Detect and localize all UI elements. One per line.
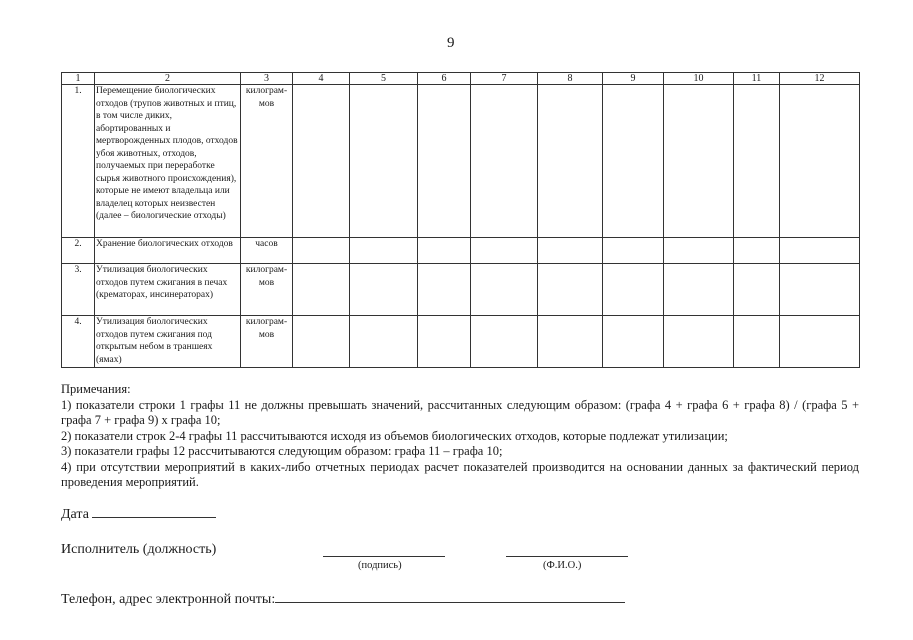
- column-header: 4: [293, 73, 350, 85]
- table-cell: [538, 238, 603, 264]
- note-item: 4) при отсутствии мероприятий в каких-либо отчетных периодах расчет показателей производится на основании данных за фактический период проведения мероприятий.: [61, 459, 859, 489]
- row-unit: часов: [241, 238, 293, 264]
- table-cell: [603, 85, 664, 238]
- table-cell: [664, 316, 734, 368]
- page-number: 9: [447, 35, 455, 51]
- table-cell: [664, 85, 734, 238]
- table-cell: [734, 238, 780, 264]
- row-number: 4.: [62, 316, 95, 368]
- row-unit: килограм-мов: [241, 85, 293, 238]
- table-cell: [538, 316, 603, 368]
- table-cell: [418, 316, 471, 368]
- row-description: Перемещение биологических отходов (трупов животных и птиц, в том числе диких, абортированных и мертворожденных плодов, отходов убоя животных, отходов, получаемых при переработке сырья животного происхождения), которые не имеют владельца или владелец которых неизвестен (далее – биологические отходы): [95, 85, 241, 238]
- table-cell: [664, 264, 734, 316]
- column-header: 8: [538, 73, 603, 85]
- table-cell: [734, 316, 780, 368]
- contact-label: Телефон, адрес электронной почты:: [61, 592, 276, 607]
- table-cell: [603, 264, 664, 316]
- table-cell: [603, 238, 664, 264]
- date-blank: [92, 516, 216, 518]
- table-cell: [350, 264, 418, 316]
- table-cell: [734, 264, 780, 316]
- executor-label: Исполнитель (должность): [61, 542, 217, 557]
- column-header: 9: [603, 73, 664, 85]
- column-header: 1: [62, 73, 95, 85]
- name-caption: (Ф.И.О.): [543, 560, 582, 571]
- table-cell: [350, 85, 418, 238]
- table-cell: [418, 85, 471, 238]
- table-row: [62, 264, 860, 316]
- table-cell: [603, 316, 664, 368]
- table-cell: [293, 238, 350, 264]
- notes-title: Примечания:: [61, 382, 131, 396]
- table-cell: [471, 238, 538, 264]
- table-cell: [780, 264, 860, 316]
- table-cell: [471, 316, 538, 368]
- date-field: [61, 507, 216, 523]
- table-cell: [418, 238, 471, 264]
- table-cell: [293, 264, 350, 316]
- signature-blank: [323, 555, 445, 557]
- table-cell: [293, 85, 350, 238]
- date-label: Дата: [61, 507, 89, 522]
- column-header: 2: [95, 73, 241, 85]
- table-cell: [538, 85, 603, 238]
- notes-section: [61, 382, 859, 491]
- contact-blank: [275, 601, 625, 603]
- table-cell: [350, 238, 418, 264]
- note-item: 2) показатели строк 2-4 графы 11 рассчитываются исходя из объемов биологических отходов, которые подлежат утилизации;: [61, 428, 728, 443]
- row-number: 3.: [62, 264, 95, 316]
- signature-caption: (подпись): [358, 560, 402, 571]
- table-cell: [350, 316, 418, 368]
- table-row: [62, 85, 860, 238]
- row-description: Хранение биологических отходов: [95, 238, 241, 264]
- column-header: 11: [734, 73, 780, 85]
- table-cell: [780, 316, 860, 368]
- column-header: 6: [418, 73, 471, 85]
- note-item: 1) показатели строки 1 графы 11 не должны превышать значений, рассчитанных следующим образом: (графа 4 + графа 6 + графа 8) / (графа 5 + графа 7 + графа 9) х графа 10;: [61, 397, 859, 427]
- note-item: 3) показатели графы 12 рассчитываются следующим образом: графа 11 – графа 10;: [61, 444, 503, 458]
- row-description: Утилизация биологических отходов путем сжигания под открытым небом в траншеях (ямах): [95, 316, 241, 368]
- table-cell: [664, 238, 734, 264]
- row-unit: килограм-мов: [241, 264, 293, 316]
- table-header-row: [62, 73, 860, 85]
- row-number: 1.: [62, 85, 95, 238]
- contact-field: [61, 592, 625, 608]
- table-cell: [293, 316, 350, 368]
- row-unit: килограм-мов: [241, 316, 293, 368]
- report-table: [61, 72, 860, 368]
- table-cell: [780, 85, 860, 238]
- column-header: 10: [664, 73, 734, 85]
- row-number: 2.: [62, 238, 95, 264]
- table-row: [62, 238, 860, 264]
- column-header: 12: [780, 73, 860, 85]
- table-row: [62, 316, 860, 368]
- column-header: 3: [241, 73, 293, 85]
- table-cell: [471, 264, 538, 316]
- table-cell: [780, 238, 860, 264]
- table-cell: [734, 85, 780, 238]
- column-header: 5: [350, 73, 418, 85]
- row-description: Утилизация биологических отходов путем сжигания в печах (крематорах, инсинераторах): [95, 264, 241, 316]
- name-blank: [506, 555, 628, 557]
- table-cell: [471, 85, 538, 238]
- table-cell: [538, 264, 603, 316]
- table-cell: [418, 264, 471, 316]
- column-header: 7: [471, 73, 538, 85]
